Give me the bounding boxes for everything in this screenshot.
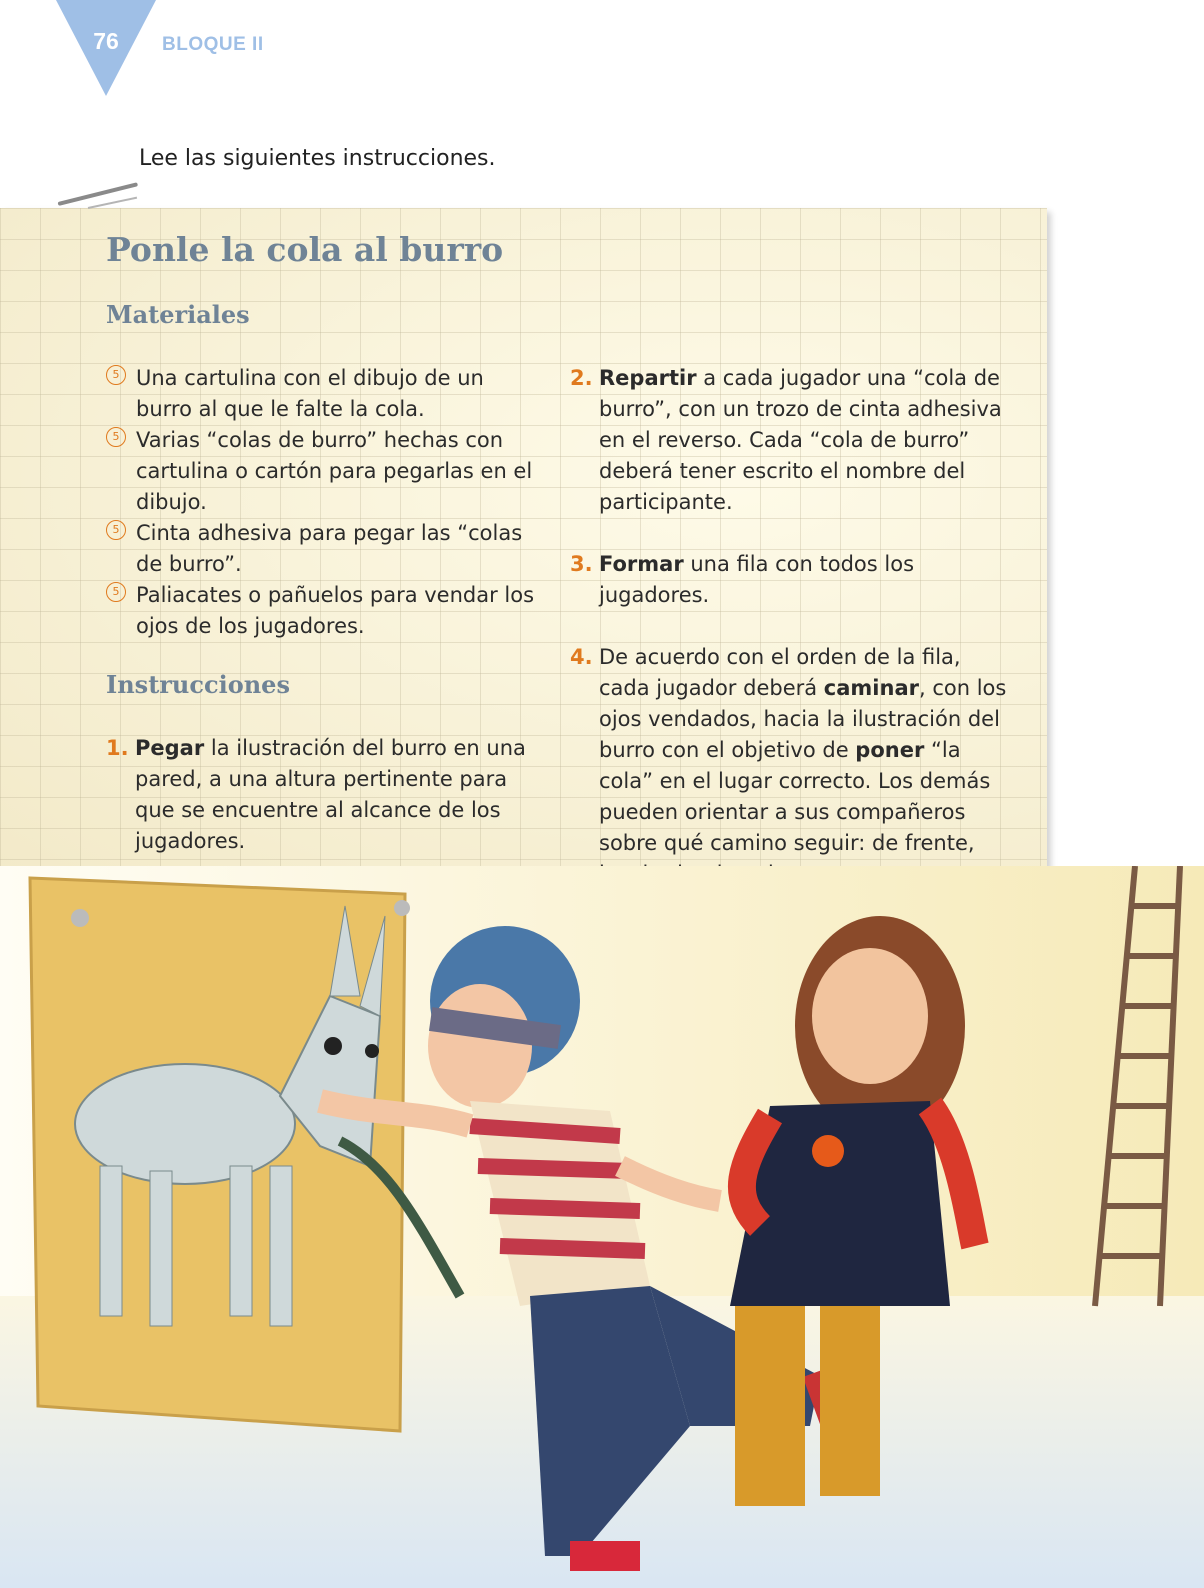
intro-text: Lee las siguientes instrucciones. — [139, 146, 496, 171]
bullet-icon: 5 — [106, 520, 126, 540]
material-item: 5 Una cartulina con el dibujo de un burro al que le falte la cola. — [106, 363, 546, 425]
materials-list — [106, 363, 546, 642]
step-3: 3. Formar una fila con todos los jugadores. — [570, 552, 915, 607]
bullet-icon: 5 — [106, 427, 126, 447]
step-2: 2. Repartir a cada jugador una “cola de burro”, con un trozo de cinta adhesiva en el reverso. Cada “cola de burro” deberá tener escrito el nombre del participante. — [570, 366, 1002, 514]
materials-heading: Materiales — [106, 300, 250, 329]
steps-right-column — [570, 363, 1010, 890]
material-item: 5 Varias “colas de burro” hechas con cartulina o cartón para pegarlas en el dibujo. — [106, 425, 546, 518]
section-label: BLOQUE II — [162, 34, 264, 55]
page-number: 76 — [93, 28, 119, 54]
bullet-icon: 5 — [106, 582, 126, 602]
bullet-icon: 5 — [106, 365, 126, 385]
step-1: 1. Pegar la ilustración del burro en una pared, a una altura pertinente para que se encuentre al alcance de los jugadores. — [106, 736, 526, 853]
paperclip-icon — [58, 182, 139, 206]
illustration-children-playing — [0, 866, 1204, 1588]
card-title: Ponle la cola al burro — [106, 230, 504, 269]
instructions-heading: Instrucciones — [106, 670, 290, 699]
pin-icon — [71, 909, 89, 927]
material-item: 5 Cinta adhesiva para pegar las “colas de burro”. — [106, 518, 546, 580]
pin-icon — [394, 900, 410, 916]
material-item: 5 Paliacates o pañuelos para vendar los ojos de los jugadores. — [106, 580, 546, 642]
step-4: 4. De acuerdo con el orden de la fila, cada jugador deberá caminar, con los ojos vendados, hacia la ilustración del burro con el objetivo de poner “la cola” en el lugar correcto. Los demás pueden orientar a sus compañeros sobre qué camino seguir: de frente, — [570, 645, 1007, 855]
